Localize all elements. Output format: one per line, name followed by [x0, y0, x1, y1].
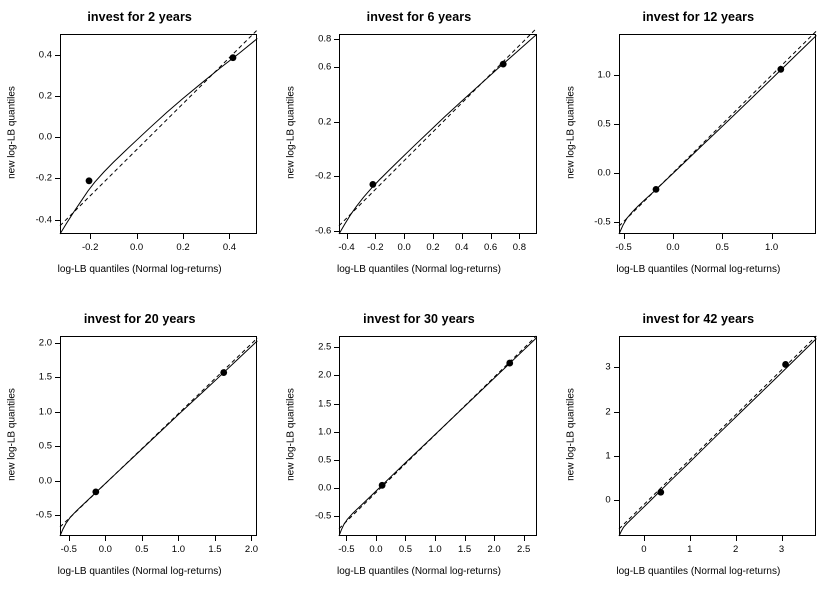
x-tick	[690, 536, 691, 541]
chart-panel-5	[279, 302, 558, 604]
x-tick	[435, 536, 436, 541]
y-tick	[55, 55, 60, 56]
x-tick-label: -0.4	[338, 242, 355, 253]
y-tick-label: 0.2	[318, 116, 332, 128]
y-tick-label: 1.5	[38, 371, 52, 383]
series-qq-curve	[60, 341, 257, 536]
y-axis-label: new log-LB quantiles	[6, 388, 18, 481]
y-tick	[55, 96, 60, 97]
x-axis-label: log-LB quantiles (Normal log-returns)	[57, 566, 222, 577]
series-layer	[619, 34, 816, 234]
x-tick	[494, 536, 495, 541]
x-tick-label: 0.4	[222, 242, 237, 253]
marker-point-1	[92, 488, 99, 495]
y-tick-label: 1	[605, 450, 611, 462]
panel-title: invest for 2 years	[87, 10, 192, 24]
x-tick	[105, 536, 106, 541]
panel-title: invest for 30 years	[363, 312, 475, 326]
x-tick-label: 0.6	[483, 242, 498, 253]
y-tick	[614, 367, 619, 368]
x-tick-label: 0.0	[369, 544, 383, 555]
y-tick-label: 0	[605, 494, 611, 506]
x-tick	[347, 234, 348, 239]
x-tick-label: 2.0	[487, 544, 501, 555]
y-tick-label: -0.5	[594, 216, 611, 228]
x-tick	[524, 536, 525, 541]
marker-point-2	[230, 54, 237, 61]
panel-title: invest for 12 years	[642, 10, 755, 24]
x-tick	[772, 234, 773, 239]
y-tick-label: -0.5	[35, 509, 52, 521]
marker-point-1	[657, 489, 664, 496]
x-tick-label: -0.5	[615, 242, 632, 253]
y-tick	[614, 75, 619, 76]
y-tick-label: 0.5	[318, 454, 332, 466]
chart-panel-6	[559, 302, 838, 604]
x-tick	[404, 234, 405, 239]
y-tick	[334, 67, 339, 68]
y-tick-label: 1.0	[318, 426, 332, 438]
y-tick	[334, 404, 339, 405]
y-axis-label: new log-LB quantiles	[565, 388, 577, 481]
x-tick	[405, 536, 406, 541]
x-tick	[782, 536, 783, 541]
x-tick-label: 0.8	[512, 242, 526, 253]
x-tick-label: 0.0	[130, 242, 144, 253]
marker-point-2	[777, 66, 784, 73]
y-tick-label: 0.0	[597, 167, 611, 179]
y-tick	[334, 347, 339, 348]
series-qq-curve	[619, 35, 816, 234]
y-tick-label: 2.0	[38, 337, 52, 349]
x-tick-label: 0.5	[398, 544, 413, 555]
series-qq-curve	[339, 35, 536, 234]
x-tick	[433, 234, 434, 239]
y-tick	[614, 412, 619, 413]
marker-point-1	[370, 181, 377, 188]
series-layer	[60, 336, 257, 536]
chart-panel-3	[559, 0, 838, 302]
series-qq-curve	[60, 39, 257, 234]
marker-point-2	[500, 61, 507, 68]
y-tick	[55, 377, 60, 378]
x-tick	[346, 536, 347, 541]
x-tick-label: 2	[733, 544, 739, 555]
y-tick-label: 0.5	[597, 118, 611, 130]
series-layer	[339, 34, 536, 234]
y-tick	[55, 137, 60, 138]
y-tick-label: 1.0	[38, 406, 52, 418]
x-tick	[462, 234, 463, 239]
marker-point-1	[86, 177, 93, 184]
y-tick	[334, 176, 339, 177]
x-axis-label: log-LB quantiles (Normal log-returns)	[337, 264, 501, 275]
x-tick-label: -0.5	[60, 544, 77, 555]
y-tick-label: 0.5	[38, 440, 52, 452]
x-tick-label: 0.5	[715, 242, 729, 253]
y-tick	[614, 173, 619, 174]
y-tick-label: 3	[605, 361, 611, 373]
chart-panel-1	[0, 0, 279, 302]
y-tick-label: 1.5	[318, 398, 332, 410]
x-tick	[624, 234, 625, 239]
x-tick	[491, 234, 492, 239]
x-tick-label: 1.0	[764, 242, 779, 253]
y-tick	[614, 500, 619, 501]
x-tick-label: 1.0	[428, 544, 442, 555]
y-tick-label: 0.8	[318, 33, 332, 45]
series-layer	[60, 34, 257, 234]
y-tick	[614, 124, 619, 125]
y-axis-label: new log-LB quantiles	[285, 388, 297, 481]
x-tick	[229, 234, 230, 239]
panel-title: invest for 20 years	[83, 312, 196, 326]
x-tick-label: 0.2	[176, 242, 190, 253]
x-tick-label: 2.0	[244, 544, 259, 555]
x-tick	[251, 536, 252, 541]
panel-title: invest for 42 years	[642, 312, 755, 326]
marker-point-1	[652, 186, 659, 193]
y-axis-label: new log-LB quantiles	[285, 86, 297, 179]
y-tick	[55, 446, 60, 447]
y-tick	[334, 516, 339, 517]
x-tick	[519, 234, 520, 239]
y-tick	[55, 178, 60, 179]
marker-point-1	[379, 482, 386, 489]
y-tick-label: 2	[605, 406, 611, 418]
x-tick	[142, 536, 143, 541]
x-tick	[375, 234, 376, 239]
x-tick-label: 3	[778, 544, 785, 555]
y-tick	[55, 220, 60, 221]
chart-panel-4	[0, 302, 279, 604]
x-tick-label: 2.5	[517, 544, 531, 555]
y-tick	[334, 460, 339, 461]
x-tick-label: 1.0	[171, 544, 185, 555]
x-tick-label: 0.0	[397, 242, 411, 253]
x-tick	[90, 234, 91, 239]
x-tick	[722, 234, 723, 239]
x-tick	[376, 536, 377, 541]
y-tick-label: -0.2	[35, 172, 52, 184]
y-axis-label: new log-LB quantiles	[6, 86, 18, 179]
y-tick	[334, 375, 339, 376]
x-tick-label: 0.2	[426, 242, 440, 253]
y-tick-label: -0.2	[314, 170, 332, 182]
y-tick	[55, 515, 60, 516]
x-tick-label: -0.5	[338, 544, 355, 555]
y-tick	[614, 222, 619, 223]
y-tick	[334, 488, 339, 489]
marker-point-2	[507, 360, 514, 367]
series-qq-curve	[339, 338, 536, 536]
panel-title: invest for 6 years	[366, 10, 472, 24]
y-tick-label: 1.0	[597, 69, 611, 81]
y-tick-label: 0.0	[318, 482, 332, 494]
series-layer	[619, 336, 816, 536]
y-tick-label: 0.2	[38, 90, 52, 102]
x-axis-label: log-LB quantiles (Normal log-returns)	[57, 264, 222, 275]
y-tick-label: -0.4	[35, 214, 52, 226]
series-qq-curve	[619, 339, 816, 536]
y-tick-label: 0.0	[38, 475, 52, 487]
y-tick-label: 0.6	[318, 61, 332, 73]
x-tick	[178, 536, 179, 541]
x-axis-label: log-LB quantiles (Normal log-returns)	[616, 264, 781, 275]
y-tick-label: -0.5	[314, 510, 332, 522]
x-tick	[673, 234, 674, 239]
x-tick-label: 0.4	[455, 242, 469, 253]
x-tick	[215, 536, 216, 541]
x-tick-label: 1.5	[208, 544, 222, 555]
marker-point-2	[220, 369, 227, 376]
x-tick-label: 1	[687, 544, 693, 555]
y-tick	[334, 432, 339, 433]
x-tick	[644, 536, 645, 541]
y-tick-label: 0.4	[38, 49, 52, 61]
y-tick-label: 0.0	[38, 131, 52, 143]
y-tick-label: 2.5	[318, 341, 332, 353]
y-tick	[334, 122, 339, 123]
x-tick	[137, 234, 138, 239]
x-tick-label: 0.0	[666, 242, 680, 253]
y-tick	[55, 481, 60, 482]
y-tick-label: 2.0	[318, 369, 332, 381]
x-axis-label: log-LB quantiles (Normal log-returns)	[337, 566, 501, 577]
y-axis-label: new log-LB quantiles	[565, 86, 577, 179]
x-tick	[183, 234, 184, 239]
chart-panel-2	[279, 0, 558, 302]
series-reference-line	[339, 29, 536, 226]
y-tick	[334, 39, 339, 40]
x-tick-label: -0.2	[81, 242, 99, 253]
x-tick-label: 0.5	[135, 544, 149, 555]
y-tick	[55, 343, 60, 344]
x-tick	[736, 536, 737, 541]
x-axis-label: log-LB quantiles (Normal log-returns)	[616, 566, 781, 577]
y-tick-label: -0.6	[314, 225, 332, 237]
x-tick-label: 0.0	[98, 544, 112, 555]
series-layer	[339, 336, 536, 536]
x-tick-label: 0	[641, 544, 647, 555]
x-tick	[69, 536, 70, 541]
y-tick	[614, 456, 619, 457]
x-tick	[465, 536, 466, 541]
x-tick-label: 1.5	[457, 544, 472, 555]
series-reference-line	[60, 30, 257, 226]
y-tick	[55, 412, 60, 413]
y-tick	[334, 231, 339, 232]
x-tick-label: -0.2	[367, 242, 384, 253]
marker-point-2	[782, 361, 789, 368]
